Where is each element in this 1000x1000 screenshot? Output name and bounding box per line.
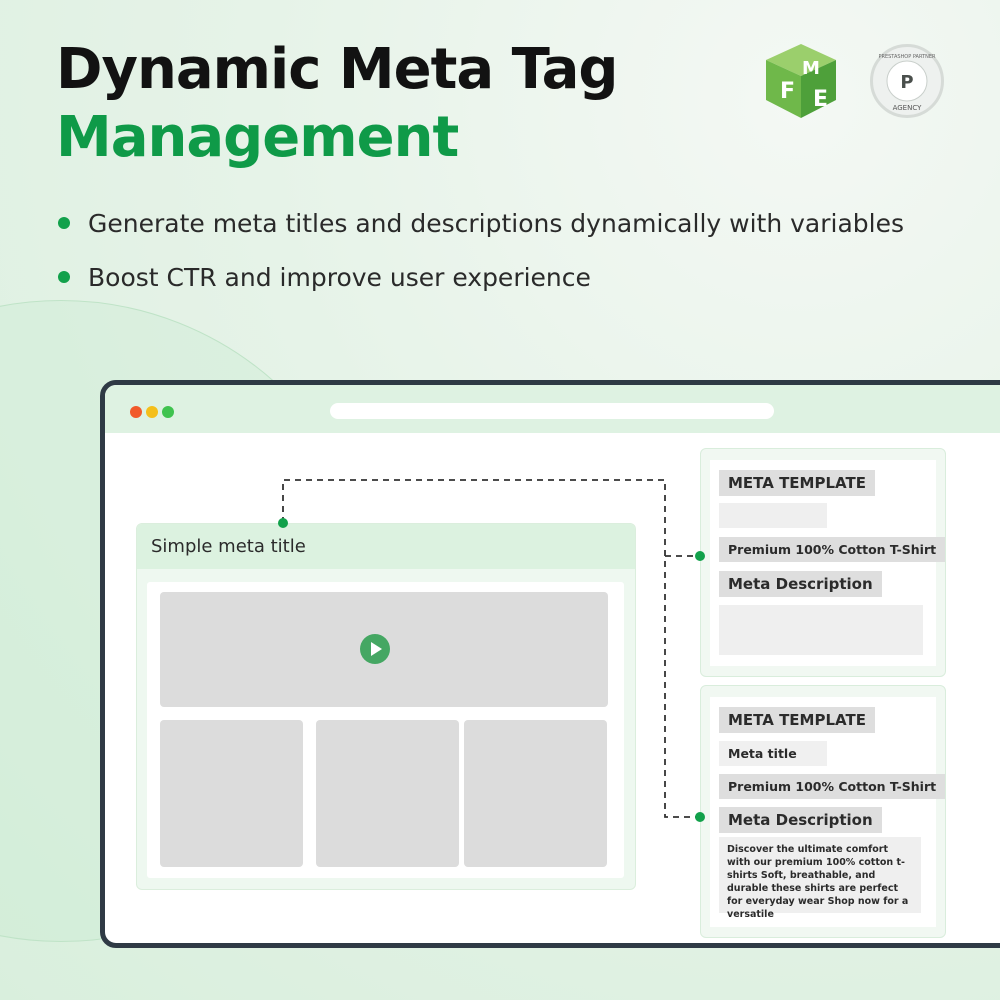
feature-item [58, 250, 904, 304]
hero-image-placeholder [160, 592, 608, 707]
play-icon[interactable] [360, 634, 390, 664]
preview-meta-title: Simple meta title [151, 536, 306, 557]
meta-template-label: META TEMPLATE [719, 707, 875, 733]
bullet-icon [58, 271, 70, 283]
feature-text: Boost CTR and improve user experience [88, 262, 591, 292]
feature-item [58, 196, 904, 250]
prestashop-partner-agency-badge [873, 47, 941, 115]
feature-list [58, 196, 904, 304]
title-line-2: Management [56, 105, 459, 170]
preview-content [147, 582, 624, 878]
browser-toolbar [105, 385, 1000, 433]
browser-window [100, 380, 1000, 948]
thumbnail-placeholder [464, 720, 607, 867]
title-line-1: Dynamic Meta Tag [56, 37, 618, 102]
minimize-window-icon[interactable] [146, 406, 158, 418]
svg-text:E: E [813, 87, 829, 112]
page-title [56, 36, 618, 172]
meta-template-card [700, 448, 946, 677]
meta-template-card [700, 685, 946, 938]
meta-title-field[interactable] [719, 503, 827, 528]
thumbnail-placeholder [316, 720, 459, 867]
close-window-icon[interactable] [130, 406, 142, 418]
product-name-tag: Premium 100% Cotton T-Shirt [719, 537, 945, 562]
svg-text:P: P [900, 72, 914, 93]
meta-description-text: Discover the ultimate comfort with our premium 100% cotton t-shirts Soft, breathable, and durable these shirts are perfect for everyday wear Shop now for a versatile [719, 837, 921, 913]
page-preview [136, 523, 636, 890]
preview-header [137, 524, 635, 569]
address-bar[interactable] [330, 403, 774, 419]
card-content [710, 697, 936, 927]
maximize-window-icon[interactable] [162, 406, 174, 418]
meta-description-label: Meta Description [719, 571, 882, 597]
bullet-icon [58, 217, 70, 229]
partner-badge-icon [870, 44, 944, 118]
svg-text:F: F [780, 79, 796, 104]
thumbnail-placeholder [160, 720, 303, 867]
badge-text-top: PRESTASHOP PARTNER [878, 54, 936, 60]
meta-template-label: META TEMPLATE [719, 470, 875, 496]
feature-text: Generate meta titles and descriptions dynamically with variables [88, 208, 905, 238]
meta-description-label: Meta Description [719, 807, 882, 833]
svg-text:M: M [802, 58, 820, 79]
fme-logo-icon [760, 40, 842, 122]
product-name-tag: Premium 100% Cotton T-Shirt [719, 774, 945, 799]
meta-description-field[interactable] [719, 605, 923, 655]
badge-text-bottom: AGENCY [892, 104, 922, 112]
meta-title-label: Meta title [719, 741, 827, 766]
card-content [710, 460, 936, 666]
